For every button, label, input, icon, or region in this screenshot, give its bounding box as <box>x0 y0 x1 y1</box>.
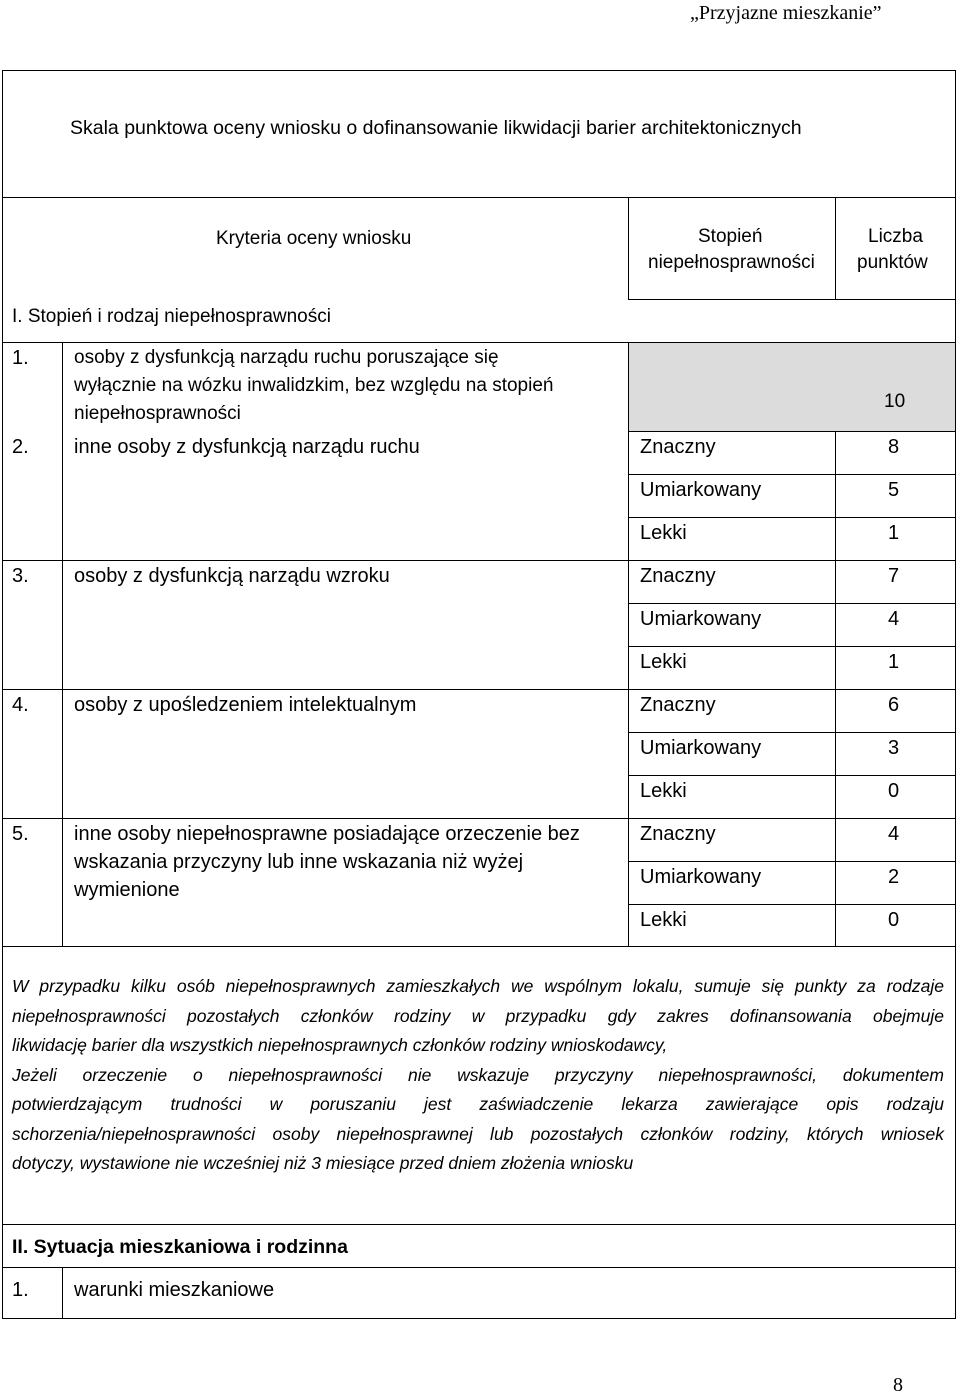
row-2-degree-3: Lekki <box>640 522 687 544</box>
row-3-points-2: 4 <box>888 608 900 630</box>
row-4-points-2: 3 <box>888 737 900 759</box>
note-line: dotyczy, wystawione nie wcześniej niż 3 miesiące przed dniem złożenia wniosku <box>12 1153 634 1173</box>
row-1-points: 10 <box>884 391 906 412</box>
note-paragraph <box>12 972 944 1179</box>
header-degree-line1: Stopień <box>698 226 763 247</box>
row-5-degree-3: Lekki <box>640 909 687 931</box>
table-title: Skala punktowa oceny wniosku o dofinansowanie likwidacji barier architektonicznych <box>70 117 802 139</box>
row-4-degree-1: Znaczny <box>640 694 716 716</box>
header-criteria: Kryteria oceny wniosku <box>216 228 412 249</box>
row-3-degree-3: Lekki <box>640 651 687 673</box>
note-line: potwierdzającym trudności w poruszaniu jest zaświadczenie lekarza zawierające opis rodzaju <box>12 1094 944 1114</box>
row-2-degree-1: Znaczny <box>640 436 716 458</box>
header-points-line1: Liczba <box>868 226 923 247</box>
header-degree-line2: niepełnosprawności <box>648 252 815 273</box>
row-2-points-1: 8 <box>888 436 900 458</box>
row-2-label: inne osoby z dysfunkcją narządu ruchu <box>74 436 420 458</box>
row-2-points-3: 1 <box>888 522 900 544</box>
row-3-points-1: 7 <box>888 565 900 587</box>
row-5-label-line3: wymienione <box>74 879 180 901</box>
row-5-label-line1: inne osoby niepełnosprawne posiadające orzeczenie bez <box>74 823 580 845</box>
row-5-number: 5. <box>12 823 29 845</box>
row-3-degree-2: Umiarkowany <box>640 608 762 630</box>
row-4-points-1: 6 <box>888 694 900 716</box>
row-3-degree-1: Znaczny <box>640 565 716 587</box>
row-1-label-line3: niepełnosprawności <box>74 403 241 424</box>
page-number: 8 <box>893 1374 903 1396</box>
row-1-label-line1: osoby z dysfunkcją narządu ruchu poruszające się <box>74 347 499 368</box>
row-4-label: osoby z upośledzeniem intelektualnym <box>74 694 417 716</box>
section-2-row-number: 1. <box>12 1279 29 1301</box>
header-points-line2: punktów <box>857 252 928 273</box>
row-2-number: 2. <box>12 436 29 458</box>
row-5-points-3: 0 <box>888 909 900 931</box>
note-line: likwidację barier dla wszystkich niepełnosprawnych członków rodziny wnioskodawcy, <box>12 1035 668 1055</box>
row-1-number: 1. <box>12 347 29 369</box>
section-2-title: II. Sytuacja mieszkaniowa i rodzinna <box>12 1236 348 1258</box>
row-4-degree-3: Lekki <box>640 780 687 802</box>
row-2-degree-2: Umiarkowany <box>640 479 762 501</box>
row-4-number: 4. <box>12 694 29 716</box>
section-1-title: I. Stopień i rodzaj niepełnosprawności <box>12 306 331 327</box>
row-5-points-2: 2 <box>888 866 900 888</box>
section-2-row-label: warunki mieszkaniowe <box>74 1279 275 1301</box>
row-1-label-line2: wyłącznie na wózku inwalidzkim, bez względu na stopień <box>74 375 554 396</box>
note-line: schorzenia/niepełnosprawności osoby niepełnosprawnej lub pozostałych członków rodziny, których wniosek <box>12 1123 944 1144</box>
row-5-degree-1: Znaczny <box>640 823 716 845</box>
note-line: niepełnosprawności pozostałych członków rodziny w przypadku gdy zakres dofinansowania obejmuje <box>12 1005 944 1026</box>
row-3-number: 3. <box>12 565 29 587</box>
row-3-points-3: 1 <box>888 651 900 673</box>
note-line: W przypadku kilku osób niepełnosprawnych zamieszkałych we wspólnym lokalu, sumuje się punkty za rodzaje <box>12 976 944 996</box>
note-line: Jeżeli orzeczenie o niepełnosprawności nie wskazuje przyczyny niepełnosprawności, dokumentem <box>12 1064 944 1085</box>
row-5-points-1: 4 <box>888 823 900 845</box>
row-2-points-2: 5 <box>888 479 900 501</box>
row1-degree-cell-shaded <box>629 343 955 431</box>
row-5-label-line2: wskazania przyczyny lub inne wskazania niż wyżej <box>74 851 524 873</box>
row-3-label: osoby z dysfunkcją narządu wzroku <box>74 565 390 587</box>
row-4-points-3: 0 <box>888 780 900 802</box>
row-4-degree-2: Umiarkowany <box>640 737 762 759</box>
running-header: „Przyjazne mieszkanie” <box>690 2 882 24</box>
row-5-degree-2: Umiarkowany <box>640 866 762 888</box>
